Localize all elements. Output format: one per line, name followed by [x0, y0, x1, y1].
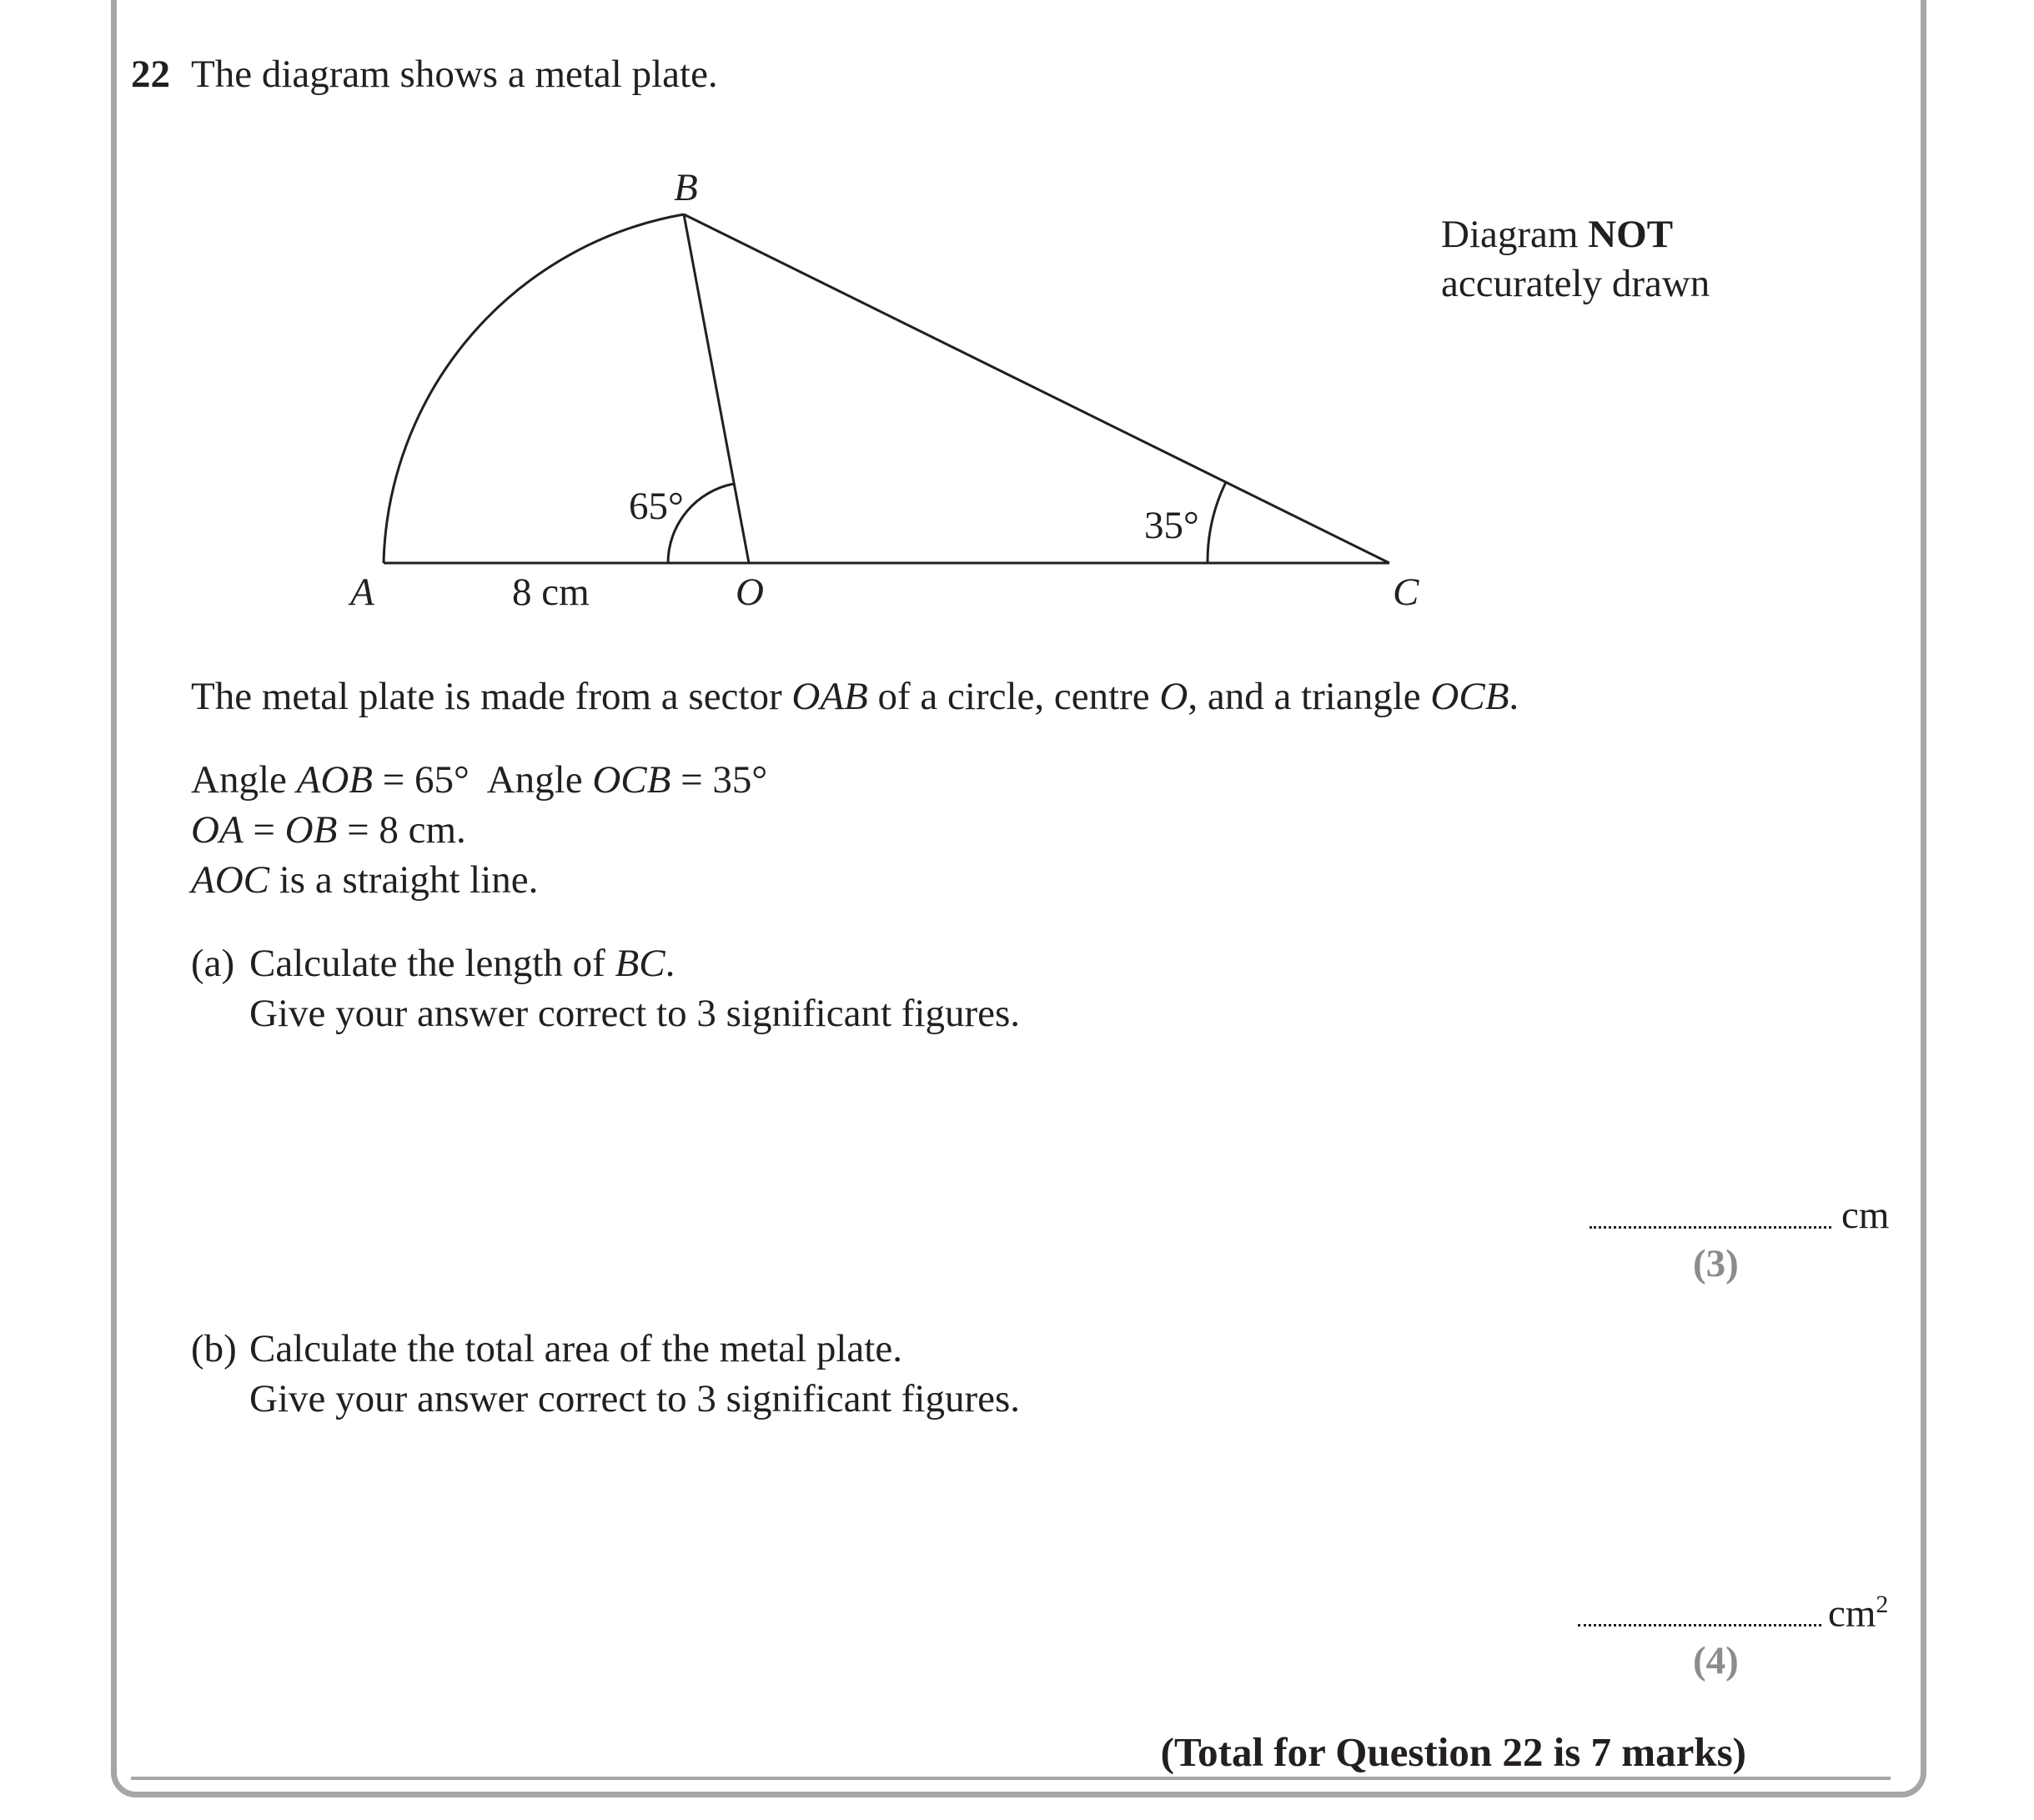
question-intro: The diagram shows a metal plate.: [191, 53, 718, 96]
angle-arc-OCB: [1208, 482, 1226, 563]
part-b-unit: $cm^2$: [1828, 1591, 1889, 1636]
angle-label-OCB: 35°: [1144, 504, 1199, 547]
note-diagram: Diagram: [1441, 213, 1589, 256]
part-a-marks: (3): [1693, 1242, 1739, 1285]
point-label-B: B: [674, 166, 698, 209]
angle-label-AOB: 65°: [629, 485, 684, 528]
part-a-instruction: Give your answer correct to 3 significant figures.: [249, 992, 1021, 1035]
question-total-marks: (Total for Question 22 is 7 marks): [1160, 1729, 1746, 1775]
note-accurately-drawn: accurately drawn: [1441, 261, 1710, 305]
note-not: NOT: [1588, 213, 1674, 256]
point-label-O: O: [736, 571, 764, 614]
metal-plate-diagram: [0, 0, 2034, 667]
part-a-answer-line[interactable]: [1590, 1226, 1831, 1229]
lengths-line: OA = OB = 8 cm.: [191, 808, 466, 852]
straight-line-statement: AOC is a straight line.: [191, 858, 539, 902]
length-label-AO: 8 cm: [512, 571, 590, 614]
bottom-rule: [131, 1777, 1891, 1780]
part-b-instruction: Give your answer correct to 3 significant figures.: [249, 1377, 1021, 1420]
part-b-question: Calculate the total area of the metal plate.: [249, 1327, 902, 1370]
point-label-A: A: [350, 571, 374, 614]
description-line: The metal plate is made from a sector OAB of a circle, centre O, and a triangle OCB.: [191, 675, 1519, 718]
part-b-marks: (4): [1693, 1639, 1739, 1682]
segment-OB: [684, 214, 749, 563]
part-b-label: (b): [191, 1327, 237, 1370]
angles-line: Angle AOB = 65° Angle OCB = 35°: [191, 758, 768, 802]
part-b-answer-line[interactable]: [1578, 1624, 1821, 1626]
part-a-label: (a): [191, 942, 235, 985]
point-label-C: C: [1393, 571, 1419, 614]
diagram-not-accurate-note: [1441, 210, 1710, 309]
question-number: 22: [131, 53, 170, 96]
segment-BC: [684, 214, 1389, 563]
part-a-question: Calculate the length of BC.: [249, 942, 675, 985]
part-a-unit: cm: [1841, 1194, 1890, 1237]
